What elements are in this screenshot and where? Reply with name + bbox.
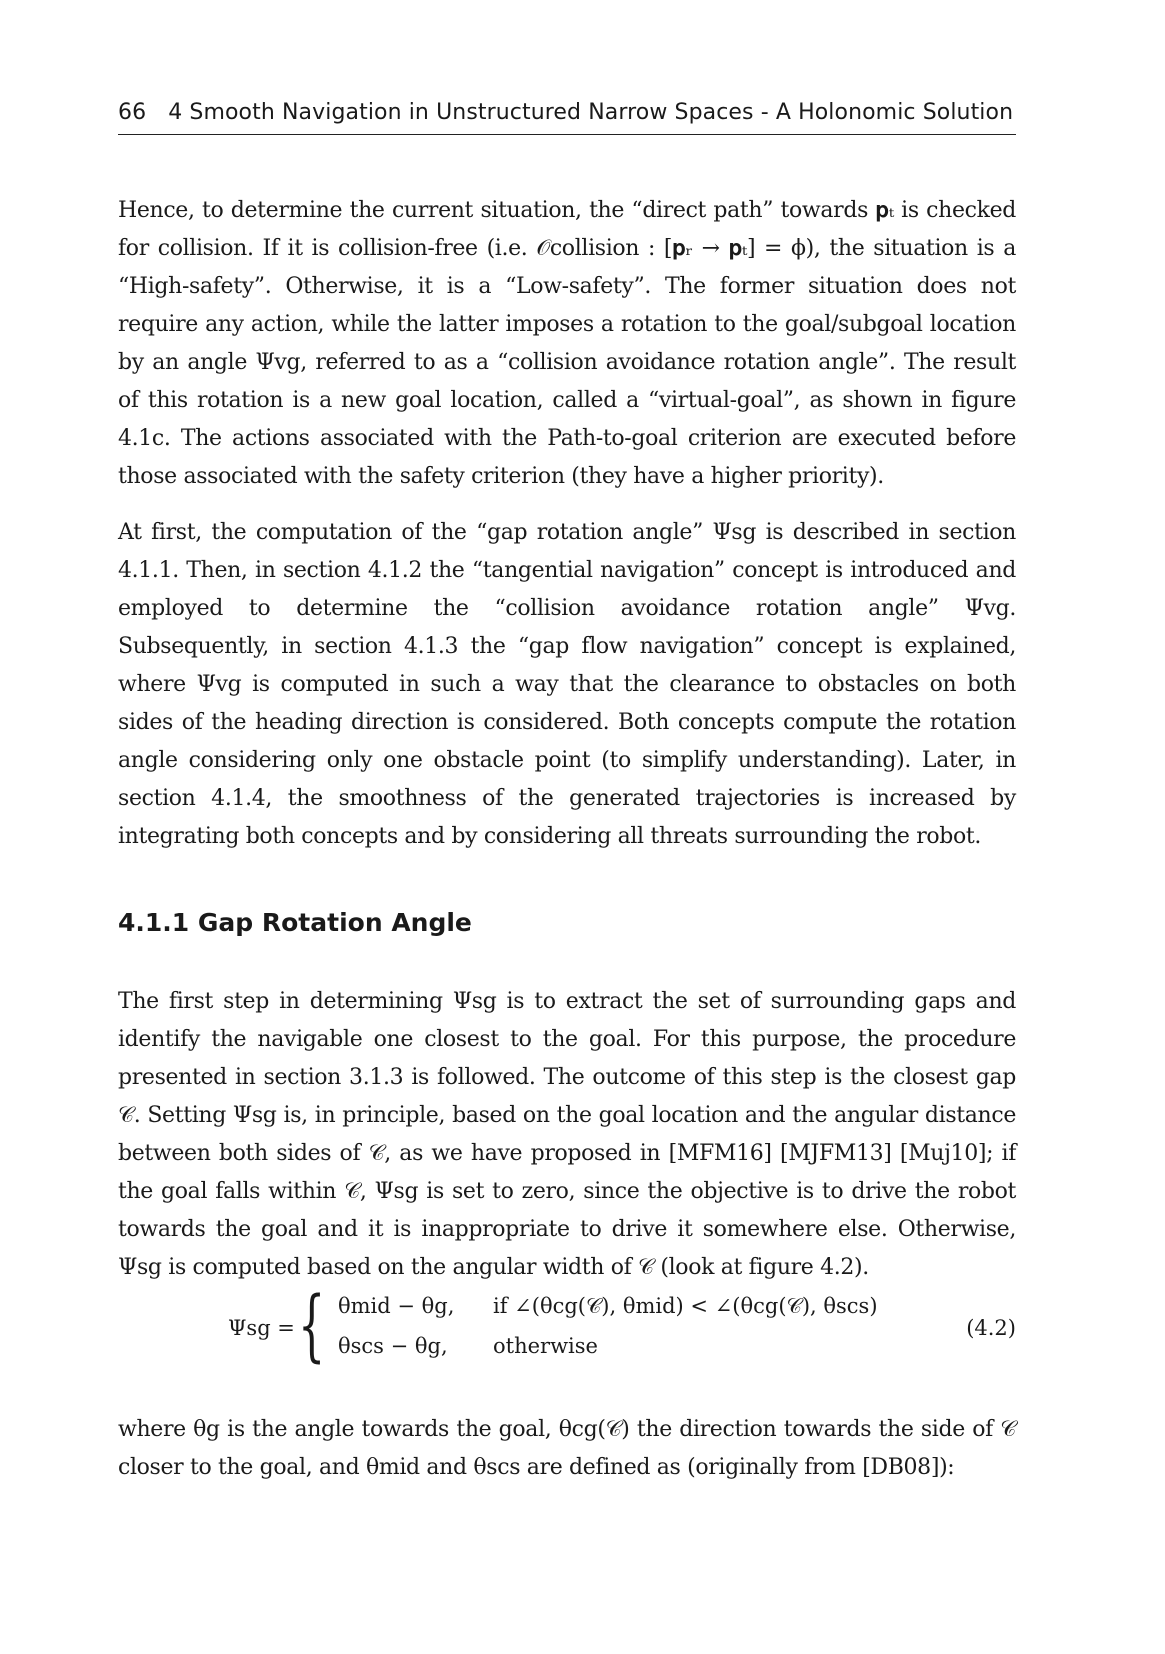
equation-lhs: Ψsg = <box>228 1316 295 1340</box>
page-number: 66 <box>118 100 147 125</box>
brace-icon: { <box>298 1281 326 1371</box>
paragraph-overview: At first, the computation of the “gap rotation angle” Ψsg is described in section 4.1.1. Then, in section 4.1.2 the “tangential navigation” concept is introduced and employed to determine the “collision avoidance rotation angle” Ψvg. Subsequently, in section 4.1.3 the “gap flow navigation” concept is explained, where Ψvg is computed in such a way that the clearance to obstacles on both sides of the heading direction is considered. Both concepts compute the rotation angle considering only one obstacle point (to simplify understanding). Later, in section 4.1.4, the smoothness of the generated trajectories is increased by integrating both concepts and by considering all threats surrounding the robot. <box>118 520 1016 849</box>
paragraph-gap-rotation: The first step in determining Ψsg is to extract the set of surrounding gaps and identify the navigable one closest to the goal. For this purpose, the procedure presented in section 3.1.3 is followed. The outcome of this step is the closest gap 𝒞. Setting Ψsg is, in principle, based on the goal location and the angular distance between both sides of 𝒞, as we have proposed in [MFM16] [MJFM13] [Muj10]; if the goal falls within 𝒞, Ψsg is set to zero, since the objective is to drive the robot towards the goal and it is inappropriate to drive it somewhere else. Otherwise, Ψsg is computed based on the angular width of 𝒞 (look at figure 4.2). <box>118 989 1016 1280</box>
running-header <box>118 100 1016 135</box>
equation-case2-expression: θscs − θg, <box>338 1334 448 1358</box>
paragraph-definitions: where θg is the angle towards the goal, θcg(𝒞) the direction towards the side of 𝒞 closer to the goal, and θmid and θscs are defined as (originally from [DB08]): <box>118 1417 1016 1480</box>
equation-case2-condition: otherwise <box>493 1334 598 1358</box>
section-heading: 4.1.1 Gap Rotation Angle <box>118 908 472 937</box>
equation-number: (4.2) <box>966 1316 1016 1340</box>
running-title: 4 Smooth Navigation in Unstructured Narrow Spaces - A Holonomic Solution <box>168 100 1014 125</box>
equation-case1-condition: if ∠(θcg(𝒞), θmid) < ∠(θcg(𝒞), θscs) <box>493 1294 878 1318</box>
paragraph-situation: Hence, to determine the current situation, the “direct path” towards 𝐩ₜ is checked for collision. If it is collision-free (i.e. 𝒪collision : [𝐩ᵣ → 𝐩ₜ] = ϕ), the situation is a “High-safety”. Otherwise, it is a “Low-safety”. The former situation does not require any action, while the latter imposes a rotation to the goal/subgoal location by an angle Ψvg, referred to as a “collision avoidance rotation angle”. The result of this rotation is a new goal location, called a “virtual-goal”, as shown in figure 4.1c. The actions associated with the Path-to-goal criterion are executed before those associated with the safety criterion (they have a higher priority). <box>118 198 1016 489</box>
equation-case1-expression: θmid − θg, <box>338 1294 455 1318</box>
equation-4-2 <box>118 1281 1016 1374</box>
